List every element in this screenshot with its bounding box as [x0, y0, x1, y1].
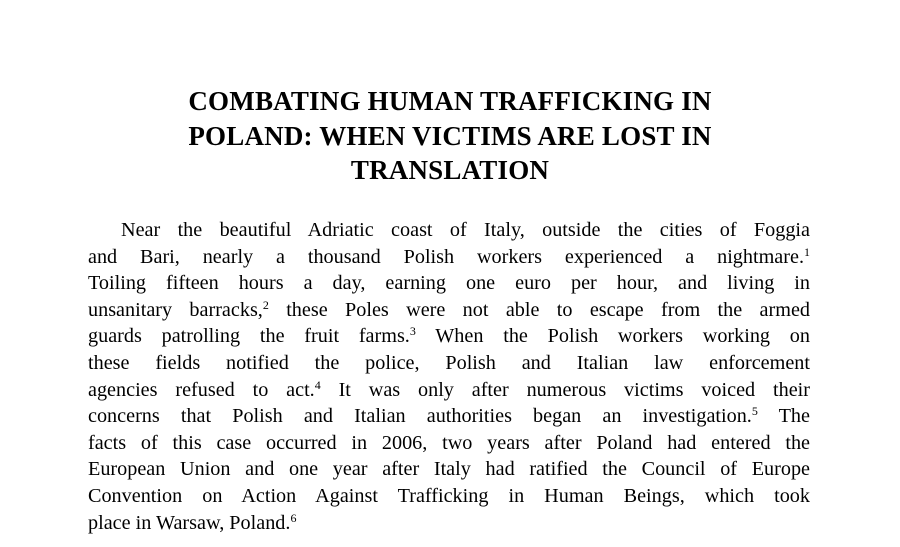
footnote-ref[interactable]: 4 — [314, 377, 321, 392]
footnote-ref[interactable]: 1 — [804, 244, 810, 259]
title-line: COMBATING HUMAN TRAFFICKING IN — [188, 86, 712, 116]
paragraph-line: facts of this case occurred in 2006, two years after Poland had entered the — [88, 431, 810, 454]
paragraph-line: guards patrolling the fruit farms.$^3$ When the Polish workers working on — [88, 324, 810, 348]
paragraph-line: unsanitary barracks,$^2$ these Poles were not able to escape from the armed — [88, 297, 810, 321]
intro-paragraph — [88, 217, 810, 536]
paragraph-line: and Bari, nearly a thousand Polish workers experienced a nightmare.$^1$ — [88, 244, 810, 268]
footnote-ref[interactable]: 2 — [262, 297, 269, 312]
paragraph-line: concerns that Polish and Italian authorities began an investigation.$^5$ The — [88, 404, 810, 428]
paragraph-line: agencies refused to act.$^4$ It was only after numerous victims voiced their — [88, 377, 810, 401]
title-line: POLAND: WHEN VICTIMS ARE LOST IN — [188, 120, 712, 151]
footnote-ref[interactable]: 3 — [409, 324, 416, 339]
paragraph-line: Toiling fifteen hours a day, earning one euro per hour, and living in — [88, 272, 810, 295]
paragraph-line: Near the beautiful Adriatic coast of Italy, outside the cities of Foggia — [121, 219, 810, 241]
paragraph-line: Convention on Action Against Trafficking in Human Beings, which took — [88, 484, 810, 507]
title-line: TRANSLATION — [350, 155, 550, 185]
paragraph-line: these fields notified the police, Polish and Italian law enforcement — [88, 351, 810, 374]
footnote-ref[interactable]: 6 — [290, 510, 297, 525]
article-title — [100, 84, 800, 188]
paragraph-line: place in Warsaw, Poland.$^6$ — [88, 510, 297, 534]
paragraph-line: European Union and one year after Italy had ratified the Council of Europe — [88, 458, 810, 481]
footnote-ref[interactable]: 5 — [751, 404, 758, 419]
